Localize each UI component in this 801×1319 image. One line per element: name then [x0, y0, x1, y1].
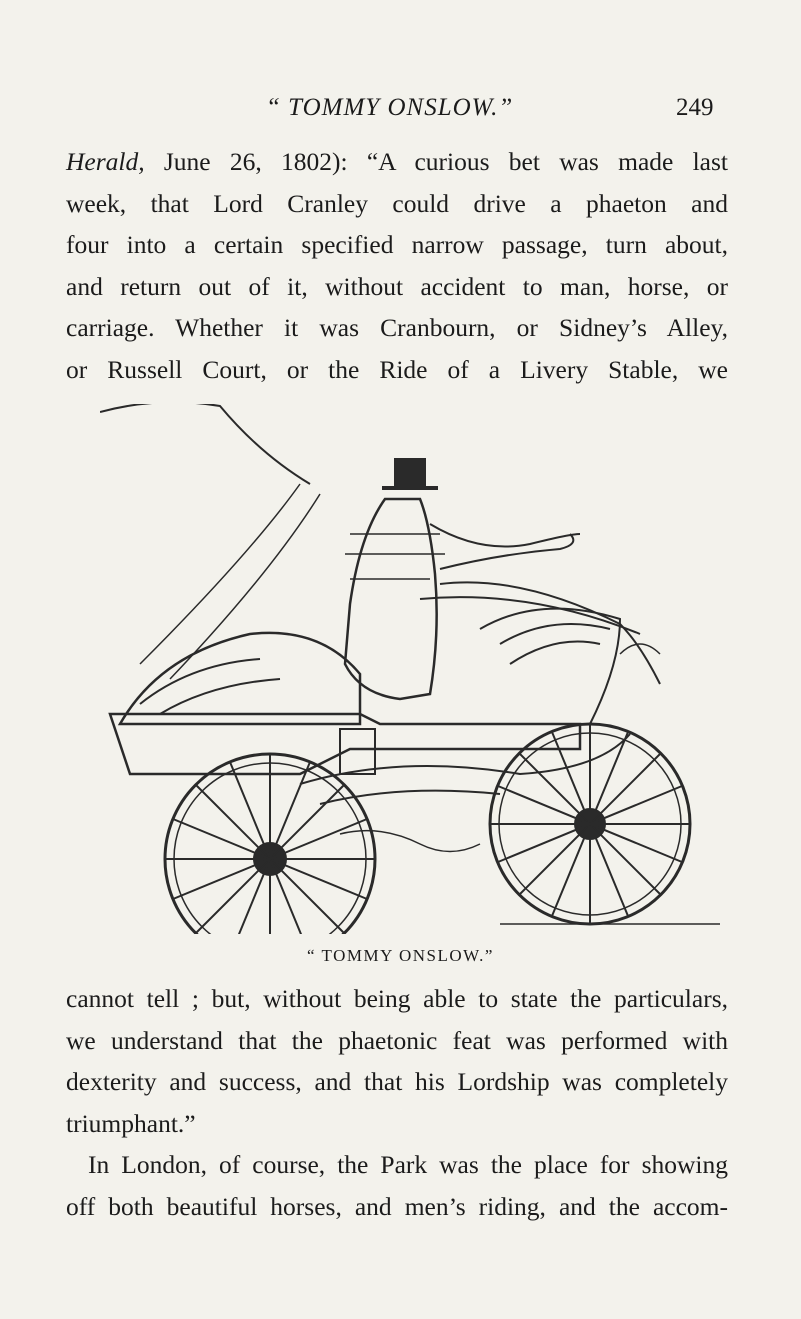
text-line: carriage. Whether it was Cranbourn, or Sidney’s Alley,	[66, 313, 728, 343]
text-line: In London, of course, the Park was the place for showing	[88, 1150, 728, 1179]
page-number: 249	[676, 94, 714, 121]
carriage-hood	[120, 633, 360, 724]
text-line: we understand that the phaetonic feat was performed with	[66, 1025, 728, 1055]
text-line: cannot tell ; but, without being able to state the particulars,	[66, 984, 728, 1013]
text-line: Herald, June 26, 1802): “A curious bet was made last	[66, 147, 728, 176]
italic-lead: Herald,	[66, 147, 145, 176]
text-line: four into a certain specified narrow passage, turn about,	[66, 230, 728, 260]
text-line: off both beautiful horses, and men’s riding, and the accom-	[66, 1191, 728, 1221]
figure-caption: “ TOMMY ONSLOW.”	[307, 946, 494, 965]
paragraph-top	[66, 141, 728, 391]
text-line: or Russell Court, or the Ride of a Livery Stable, we	[66, 354, 728, 384]
paragraph-bottom	[66, 978, 728, 1144]
page-header	[0, 94, 801, 134]
paragraph-next	[66, 1144, 728, 1227]
ground-line	[160, 924, 720, 934]
whip	[100, 404, 310, 484]
text-line: and return out of it, without accident to man, horse, or	[66, 271, 728, 301]
rear-wheel	[165, 754, 375, 934]
phaeton-illustration	[100, 404, 730, 934]
text-line: week, that Lord Cranley could drive a phaeton and	[66, 188, 728, 218]
text-line: dexterity and success, and that his Lordship was completely	[66, 1067, 728, 1097]
text-line: triumphant.”	[66, 1108, 196, 1138]
running-head: “ TOMMY ONSLOW.”	[266, 94, 514, 121]
driver-hat	[395, 459, 425, 487]
front-wheel	[490, 724, 690, 924]
